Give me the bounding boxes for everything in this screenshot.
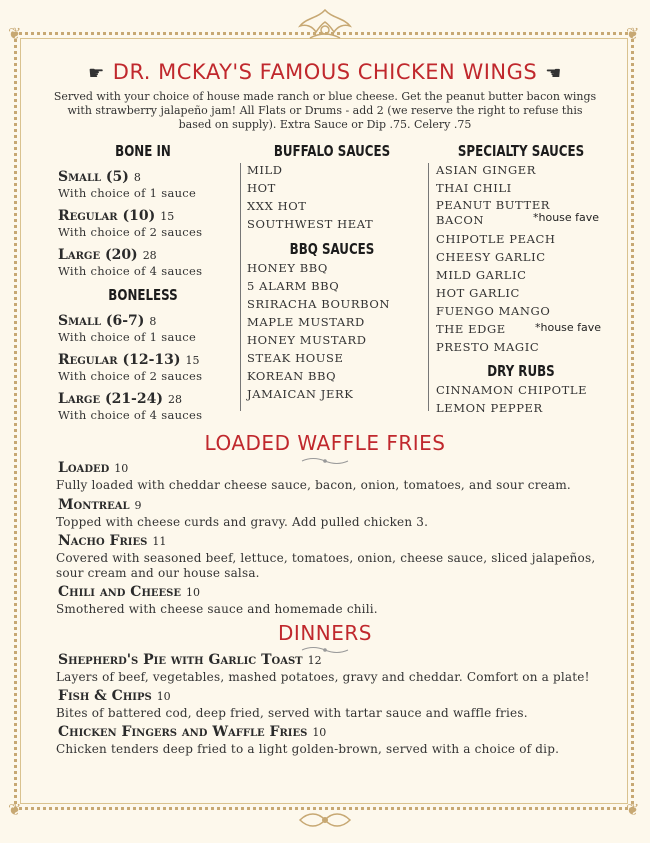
item-price: 12 [307, 654, 322, 667]
column-divider [240, 163, 241, 411]
sauce-item: MILD GARLIC [436, 268, 527, 282]
item-price: 8 [133, 171, 141, 184]
item-price: 15 [185, 354, 200, 367]
sauce-item: CHIPOTLE PEACH [436, 232, 556, 246]
fries-item-montreal [58, 497, 142, 513]
bone-in-heading: BONE IN [115, 142, 171, 160]
item-desc: With choice of 2 sauces [58, 369, 203, 383]
sauce-item: STEAK HOUSE [247, 351, 344, 365]
item-name: Large (20) [58, 247, 138, 263]
item-desc: Fully loaded with cheddar cheese sauce, bacon, onion, tomatoes, and sour cream. [56, 478, 571, 492]
item-price: 28 [167, 393, 182, 406]
corner-ornament-icon: ❦ [8, 800, 22, 819]
item-desc: Smothered with cheese sauce and homemade chili. [56, 602, 378, 616]
menu-title-text: DR. MCKAY'S FAMOUS CHICKEN WINGS [112, 60, 538, 84]
item-name: Small (6-7) [58, 313, 145, 329]
sauce-item: LEMON PEPPER [436, 401, 543, 415]
sauce-item: SOUTHWEST HEAT [247, 217, 374, 231]
sauce-item: CHEESY GARLIC [436, 250, 546, 264]
buffalo-sauces-heading: BUFFALO SAUCES [273, 142, 391, 160]
dinners-heading: DINNERS [278, 621, 372, 645]
dinner-item-chicken-fingers [58, 724, 326, 740]
boneless-heading: BONELESS [108, 286, 178, 304]
item-name: Chicken Fingers and Waffle Fries [58, 724, 308, 740]
corner-ornament-icon: ❦ [626, 24, 640, 43]
bone-in-regular [58, 208, 174, 224]
item-price: 11 [152, 535, 167, 548]
sauce-item: MAPLE MUSTARD [247, 315, 365, 329]
sauce-item: BACON [436, 213, 485, 227]
boneless-regular [58, 352, 200, 368]
fries-item-loaded [58, 460, 128, 476]
item-desc: Chicken tenders deep fried to a light golden-brown, served with a choice of dip. [56, 742, 560, 756]
corner-ornament-icon: ❦ [8, 24, 22, 43]
item-desc: Bites of battered cod, deep fried, served with tartar sauce and waffle fries. [56, 706, 528, 720]
crest-ornament-icon [292, 8, 358, 44]
waffle-fries-heading: LOADED WAFFLE FRIES [204, 431, 446, 455]
pointing-hand-left-icon: ☚ [545, 63, 562, 84]
item-name: Loaded [58, 460, 110, 476]
house-fave-note: *house fave [535, 321, 602, 334]
item-desc: Topped with cheese curds and gravy. Add pulled chicken 3. [56, 515, 429, 529]
item-desc: With choice of 1 sauce [58, 330, 197, 344]
sauce-item: SRIRACHA BOURBON [247, 297, 391, 311]
bottom-ornament-icon [292, 806, 358, 836]
item-desc: With choice of 1 sauce [58, 186, 197, 200]
item-name: Shepherd's Pie with Garlic Toast [58, 652, 303, 668]
item-name: Regular (12-13) [58, 352, 181, 368]
corner-ornament-icon: ❦ [626, 800, 640, 819]
item-price: 10 [156, 690, 171, 703]
sauce-item: HOT [247, 181, 276, 195]
item-name: Fish & Chips [58, 688, 152, 704]
item-name: Regular (10) [58, 208, 156, 224]
sauce-item: CINNAMON CHIPOTLE [436, 383, 588, 397]
column-divider [428, 163, 429, 411]
dinner-item-shepherds-pie [58, 652, 322, 668]
item-name: Small (5) [58, 169, 129, 185]
sauce-item: JAMAICAN JERK [247, 387, 354, 401]
bone-in-small [58, 169, 141, 185]
sauce-item: 5 ALARM BBQ [247, 279, 340, 293]
item-price: 15 [160, 210, 175, 223]
item-desc: Layers of beef, vegetables, mashed potatoes, gravy and cheddar. Comfort on a plate! [56, 670, 590, 684]
item-price: 10 [114, 462, 129, 475]
sauce-item: FUENGO MANGO [436, 304, 551, 318]
sauce-item: THAI CHILI [436, 181, 512, 195]
pointing-hand-right-icon: ☛ [88, 63, 105, 84]
sauce-item: MILD [247, 163, 283, 177]
boneless-large [58, 391, 182, 407]
boneless-small [58, 313, 156, 329]
item-price: 8 [149, 315, 157, 328]
sauce-item: PEANUT BUTTER [436, 198, 551, 212]
sauce-item: THE EDGE [436, 322, 506, 336]
item-name: Montreal [58, 497, 130, 513]
sauce-item: HONEY BBQ [247, 261, 328, 275]
sauce-item: KOREAN BBQ [247, 369, 337, 383]
item-name: Nacho Fries [58, 533, 148, 549]
item-price: 10 [185, 586, 200, 599]
specialty-sauces-heading: SPECIALTY SAUCES [457, 142, 585, 160]
sauce-item: HOT GARLIC [436, 286, 520, 300]
sauce-item: PRESTO MAGIC [436, 340, 540, 354]
item-desc: Covered with seasoned beef, lettuce, tomatoes, onion, cheese sauce, sliced jalapeños, sour cream and our house salsa. [56, 551, 596, 580]
bbq-sauces-heading: BBQ SAUCES [289, 240, 375, 258]
item-price: 10 [312, 726, 327, 739]
sauce-item: ASIAN GINGER [436, 163, 536, 177]
fries-item-chili-cheese [58, 584, 200, 600]
flourish-divider-icon [300, 456, 350, 466]
menu-title [0, 60, 650, 84]
dry-rubs-heading: DRY RUBS [487, 362, 555, 380]
sauce-item: XXX HOT [247, 199, 307, 213]
item-name: Large (21-24) [58, 391, 163, 407]
fries-item-nacho [58, 533, 166, 549]
dinner-item-fish-chips [58, 688, 171, 704]
item-desc: With choice of 4 sauces [58, 264, 203, 278]
wings-intro: Served with your choice of house made ranch or blue cheese. Get the peanut butter bacon wings with strawberry jalapeño jam! All Flats or Drums - add 2 (we reserve the right to refuse this based on supply). Extra Sauce or Dip .75. Celery .75 [53, 90, 597, 131]
item-desc: With choice of 4 sauces [58, 408, 203, 422]
item-desc: With choice of 2 sauces [58, 225, 203, 239]
item-price: 28 [142, 249, 157, 262]
bone-in-large [58, 247, 157, 263]
house-fave-note: *house fave [533, 211, 600, 224]
item-name: Chili and Cheese [58, 584, 181, 600]
item-price: 9 [134, 499, 142, 512]
sauce-item: HONEY MUSTARD [247, 333, 367, 347]
